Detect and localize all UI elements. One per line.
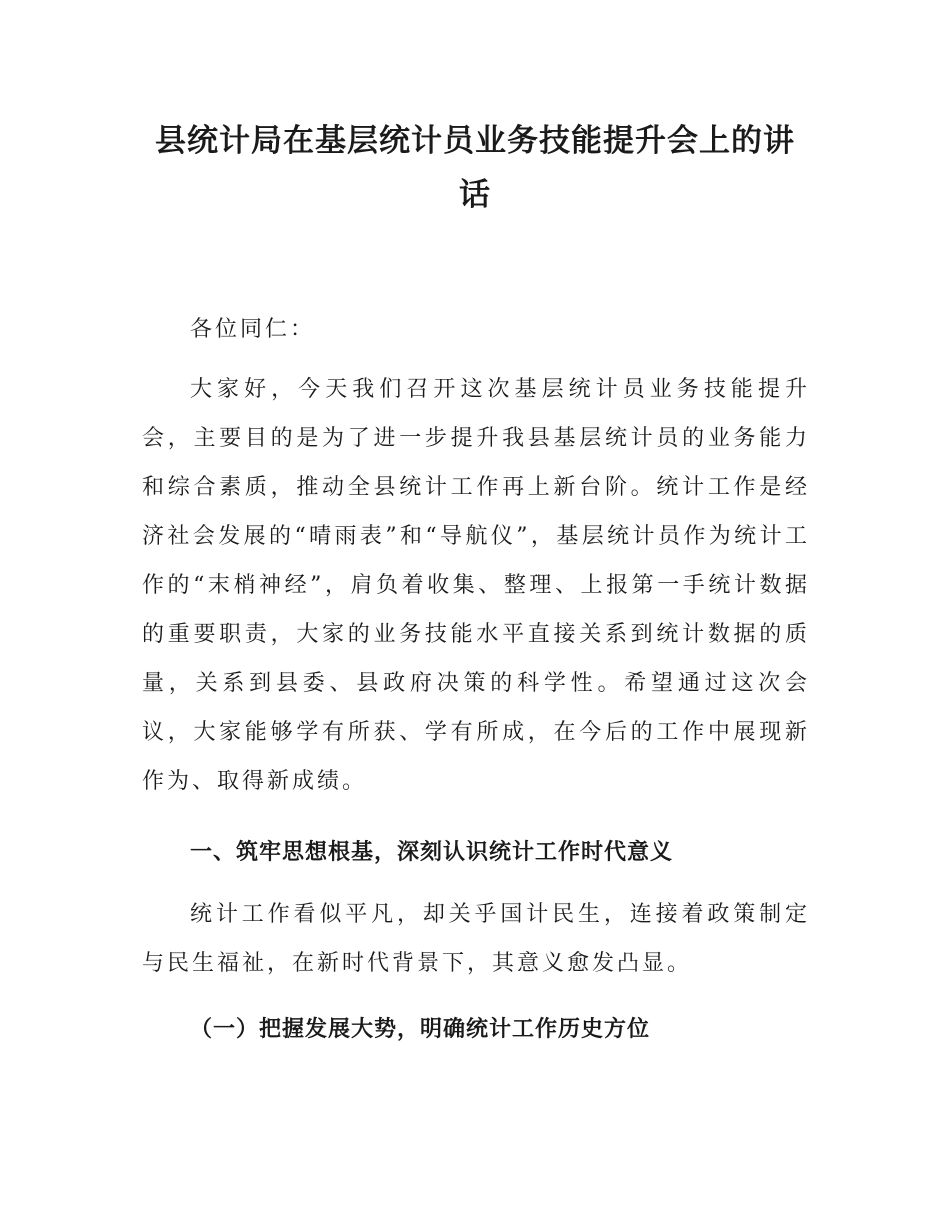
section-heading: 一、筑牢思想根基，深刻认识统计工作时代意义 [190,840,674,865]
salutation: 各位同仁： [190,317,316,342]
section-paragraph: 统计工作看似平凡，却关乎国计民生，连接着政策制定与民生福祉，在新时代背景下，其意义愈发凸显。 [142,902,810,976]
subsection-heading: （一）把握发展大势，明确统计工作历史方位 [190,1017,651,1042]
opening-paragraph: 大家好，今天我们召开这次基层统计员业务技能提升会，主要目的是为了进一步提升我县基层统计员的业务能力和综合素质，推动全县统计工作再上新台阶。统计工作是经济社会发展的“晴雨表”和“导航仪”，基层统计员作为统计工作的“末梢神经”，肩负着收集、整理、上报第一手统计数据的重要职责，大家的业务技能水平直接关系到统计数据的质量，关系到县委、县政府决策的科学性。希望通过这次会议，大家能够学有所获、学有所成，在今后的工作中展现新作为、取得新成绩。 [142,377,810,794]
document-title: 县统计局在基层统计员业务技能提升会上的讲话 [155,123,795,213]
